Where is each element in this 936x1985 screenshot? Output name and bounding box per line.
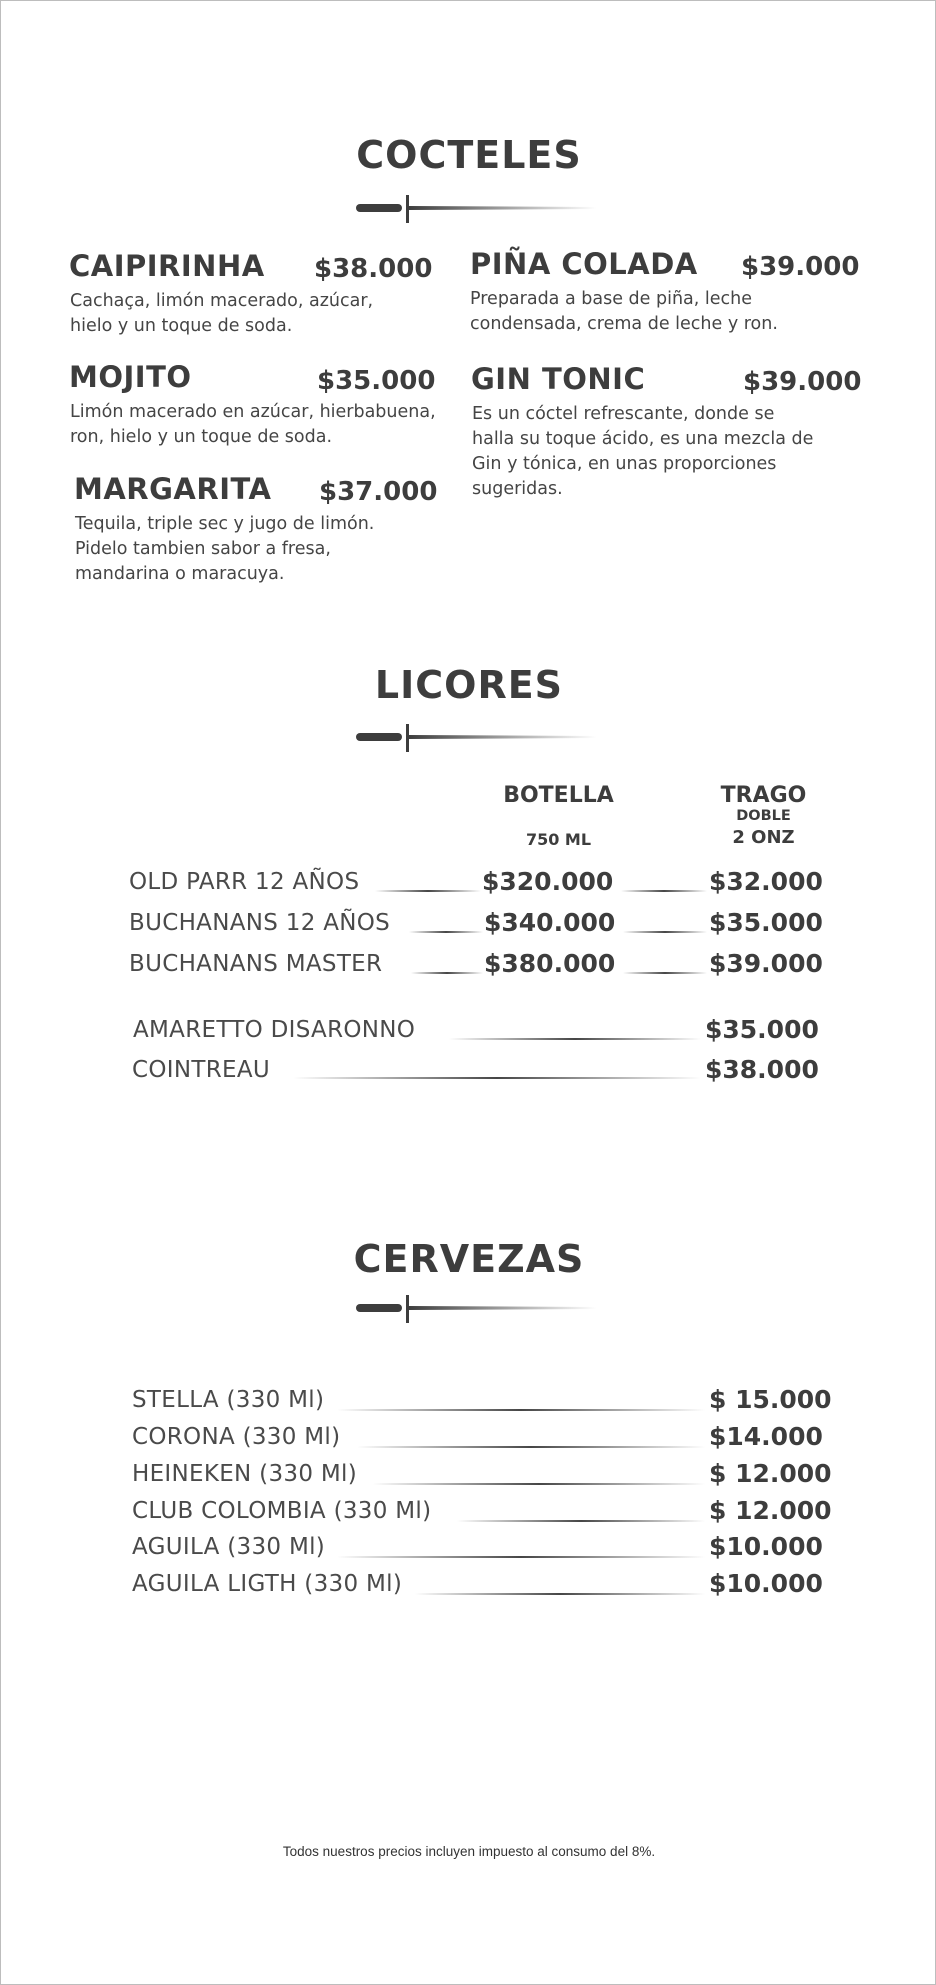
cerveza-name: STELLA (330 Ml) — [132, 1387, 325, 1413]
cocktail-name: GIN TONIC — [471, 362, 646, 396]
cerveza-price: $10.000 — [709, 1532, 823, 1561]
cocktail-price: $35.000 — [317, 366, 436, 396]
cerveza-name: CORONA (330 Ml) — [132, 1424, 341, 1450]
tax-footnote: Todos nuestros precios incluyen impuesto al consumo del 8%. — [282, 1844, 656, 1859]
knife-divider-icon — [356, 191, 596, 227]
cerveza-price: $14.000 — [709, 1422, 823, 1451]
column-header-trago: TRAGO — [720, 783, 807, 808]
cocktail-description: Tequila, triple sec y jugo de limón. Pidelo tambien sabor a fresa, mandarina o maracuya. — [75, 514, 375, 584]
licor-name: COINTREAU — [132, 1057, 270, 1083]
dotted-leader — [457, 1520, 705, 1522]
dotted-leader — [415, 1593, 705, 1595]
dotted-leader — [293, 1077, 701, 1079]
licor-price: $38.000 — [705, 1055, 819, 1084]
licor-name: AMARETTO DISARONNO — [133, 1017, 416, 1043]
dotted-leader — [373, 1483, 705, 1485]
column-header-trago-size: 2 ONZ — [732, 827, 795, 848]
licores-title: LICORES — [374, 663, 564, 707]
licor-name: BUCHANANS 12 AÑOS — [129, 910, 391, 936]
dotted-leader — [411, 972, 483, 974]
cerveza-price: $ 12.000 — [709, 1496, 832, 1525]
licor-price-trago: $32.000 — [709, 867, 823, 896]
column-header-trago-sub: DOBLE — [736, 808, 791, 824]
cerveza-name: HEINEKEN (330 Ml) — [132, 1461, 357, 1487]
cocktail-price: $37.000 — [319, 477, 438, 507]
cocteles-title: COCTELES — [356, 133, 582, 177]
dotted-leader — [623, 972, 707, 974]
licor-price-botella: $380.000 — [484, 949, 616, 978]
cocktail-description: Preparada a base de piña, leche condensada, crema de leche y ron. — [470, 289, 778, 334]
dotted-leader — [337, 1556, 705, 1558]
cerveza-price: $ 15.000 — [709, 1385, 832, 1414]
cerveza-name: AGUILA (330 Ml) — [132, 1534, 326, 1560]
dotted-leader — [357, 1446, 705, 1448]
cocktail-name: MOJITO — [69, 360, 192, 394]
cocktail-name: CAIPIRINHA — [69, 249, 265, 283]
knife-divider-icon — [356, 720, 596, 756]
cerveza-name: CLUB COLOMBIA (330 Ml) — [132, 1498, 432, 1524]
licor-name: OLD PARR 12 AÑOS — [129, 869, 360, 895]
dotted-leader — [337, 1409, 705, 1411]
dotted-leader — [409, 931, 483, 933]
cocktail-description: Cachaça, limón macerado, azúcar, hielo y un toque de soda. — [70, 291, 374, 336]
dotted-leader — [449, 1038, 701, 1040]
cocktail-description: Es un cóctel refrescante, donde se halla su toque ácido, es una mezcla de Gin y tónica, en unas proporciones sugeridas. — [472, 404, 814, 499]
cervezas-title: CERVEZAS — [353, 1237, 585, 1281]
licor-price-trago: $35.000 — [709, 908, 823, 937]
column-header-botella-size: 750 ML — [525, 830, 592, 849]
licor-price: $35.000 — [705, 1015, 819, 1044]
cocktail-price: $39.000 — [743, 367, 862, 397]
column-header-botella: BOTELLA — [503, 783, 614, 808]
cerveza-price: $ 12.000 — [709, 1459, 832, 1488]
licor-price-botella: $320.000 — [482, 867, 614, 896]
cocktail-price: $39.000 — [741, 252, 860, 282]
cocktail-name: MARGARITA — [74, 472, 272, 506]
licor-name: BUCHANANS MASTER — [129, 951, 383, 977]
licor-price-trago: $39.000 — [709, 949, 823, 978]
dotted-leader — [621, 890, 707, 892]
cocktail-price: $38.000 — [314, 254, 433, 284]
knife-divider-icon — [356, 1291, 596, 1327]
dotted-leader — [623, 931, 707, 933]
licor-price-botella: $340.000 — [484, 908, 616, 937]
dotted-leader — [375, 890, 481, 892]
cerveza-price: $10.000 — [709, 1569, 823, 1598]
cocktail-description: Limón macerado en azúcar, hierbabuena, ron, hielo y un toque de soda. — [70, 402, 436, 447]
cerveza-name: AGUILA LIGTH (330 Ml) — [132, 1571, 403, 1597]
cocktail-name: PIÑA COLADA — [470, 247, 698, 281]
